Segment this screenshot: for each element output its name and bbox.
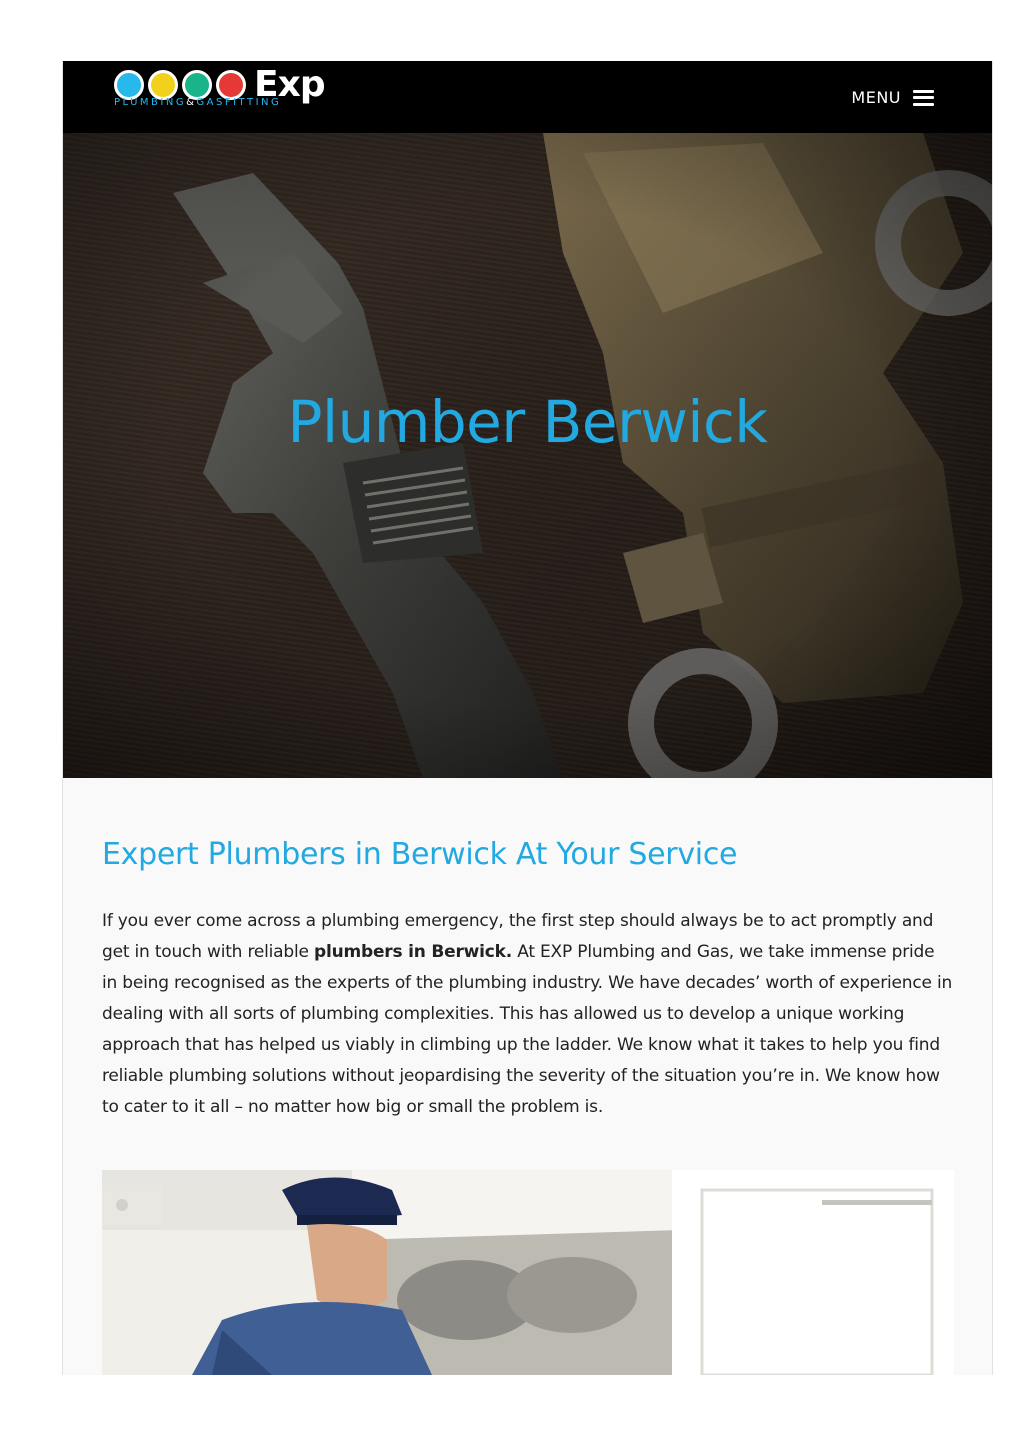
logo-tagline-right: GASFITTING <box>196 97 282 108</box>
hamburger-icon <box>913 90 934 106</box>
intro-text-1: If you ever come across a plumbing emergency, the first step should always be to act promptly and get in touch with reliable <box>102 911 934 962</box>
hero-title: Plumber Berwick <box>287 388 768 456</box>
logo-tap-icon <box>114 70 144 100</box>
main-content <box>102 837 954 1123</box>
menu-label: MENU <box>851 88 901 107</box>
logo-tagline <box>114 97 281 108</box>
logo-tagline-amp: & <box>186 97 197 108</box>
menu-button[interactable] <box>851 88 934 107</box>
intro-keyword: plumbers in Berwick. <box>313 942 513 962</box>
logo-toilet-icon <box>148 70 178 100</box>
intro-paragraph <box>102 906 954 1123</box>
section-heading: Expert Plumbers in Berwick At Your Service <box>102 837 738 872</box>
logo-flame-icon <box>216 70 246 100</box>
logo-wordmark: Exp <box>254 64 325 105</box>
logo-tagline-left: PLUMBING <box>114 97 187 108</box>
page-container <box>62 61 993 1375</box>
plumber-photo <box>102 1170 954 1375</box>
hero-banner <box>63 133 992 778</box>
site-header <box>63 61 992 133</box>
intro-text-2: At EXP Plumbing and Gas, we take immense pride in being recognised as the experts of the plumbing industry. We have decades’ worth of experience in dealing with all sorts of plumbing complexities. This has allowed us to develop a unique working approach that has helped us viably in climbing up the ladder. We know what it takes to help you find reliable plumbing solutions without jeopardising the severity of the situation you’re in. We know how to cater to it all – no matter how big or small the problem is. <box>102 942 953 1117</box>
logo-drain-icon <box>182 70 212 100</box>
plumber-under-sink-image <box>102 1170 954 1375</box>
